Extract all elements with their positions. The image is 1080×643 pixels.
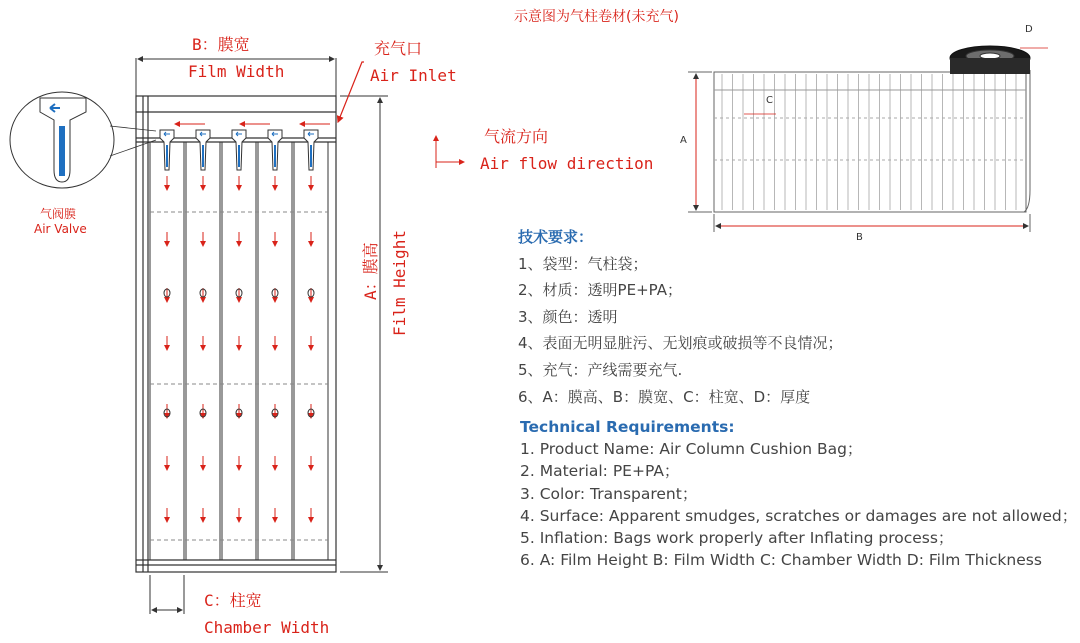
air-inlet-leader xyxy=(338,62,364,122)
requirements-en-item: 1. Product Name: Air Column Cushion Bag； xyxy=(520,440,863,459)
film-height-label-en: Film Height xyxy=(390,230,409,336)
roll-label-c: C xyxy=(766,95,773,106)
valve-channel xyxy=(274,145,276,167)
roll-diagram xyxy=(688,46,1048,232)
chamber-width-label-cn: C：柱宽 xyxy=(204,591,262,610)
requirements-en-item: 3. Color: Transparent； xyxy=(520,484,698,503)
airflow-label-en: Air flow direction xyxy=(480,154,654,173)
requirements-cn-item: 1、袋型：气柱袋； xyxy=(518,254,648,273)
valve-callout xyxy=(10,92,156,188)
chamber-width-dimension xyxy=(150,575,184,614)
requirements-en-title: Technical Requirements: xyxy=(520,418,735,436)
film-width-label-cn: B：膜宽 xyxy=(192,35,250,54)
requirements-cn-item: 3、颜色：透明 xyxy=(518,307,618,326)
requirements-cn-item: 4、表面无明显脏污、无划痕或破损等不良情况； xyxy=(518,334,843,353)
air-valve-label-en: Air Valve xyxy=(34,222,87,236)
chambers xyxy=(150,130,328,560)
chamber-width-label-en: Chamber Width xyxy=(204,618,330,637)
requirements-cn-item: 6、A：膜高、B：膜宽、C：柱宽、D：厚度 xyxy=(518,387,811,406)
diagram-title: 示意图为气柱卷材(未充气) xyxy=(514,9,679,25)
valve-channel xyxy=(310,145,312,167)
film-height-dimension xyxy=(340,96,388,572)
valve-channel xyxy=(238,145,240,167)
air-inlet-label-cn: 充气口 xyxy=(374,39,423,58)
valve-channel xyxy=(166,145,168,167)
air-inlet-label-en: Air Inlet xyxy=(370,66,457,85)
requirements-cn xyxy=(518,224,843,410)
requirements-en-item: 4. Surface: Apparent smudges, scratches or damages are not allowed； xyxy=(520,506,1078,525)
requirements-en-item: 6. A: Film Height B: Film Width C: Chamber Width D: Film Thickness xyxy=(520,551,1042,570)
film-height-label-cn: A：膜高 xyxy=(361,242,380,300)
airflow-direction-symbol xyxy=(436,136,464,168)
requirements-en-item: 5. Inflation: Bags work properly after Inflating process； xyxy=(520,529,954,548)
roll-label-d: D xyxy=(1025,24,1033,35)
requirements-cn-item: 2、材质：透明PE+PA； xyxy=(518,281,682,300)
requirements-en xyxy=(520,416,1077,571)
roll-label-b: B xyxy=(856,232,863,243)
valve-channel xyxy=(202,145,204,167)
airflow-label-cn: 气流方向 xyxy=(484,127,549,146)
requirements-en-item: 2. Material: PE+PA； xyxy=(520,462,680,481)
roll-label-a: A xyxy=(680,135,687,146)
requirements-cn-title: 技术要求： xyxy=(518,228,594,246)
air-valve-label-cn: 气阀膜 xyxy=(40,207,77,221)
film-width-label-en: Film Width xyxy=(188,62,285,81)
requirements-cn-item: 5、充气：产线需要充气. xyxy=(518,360,683,379)
